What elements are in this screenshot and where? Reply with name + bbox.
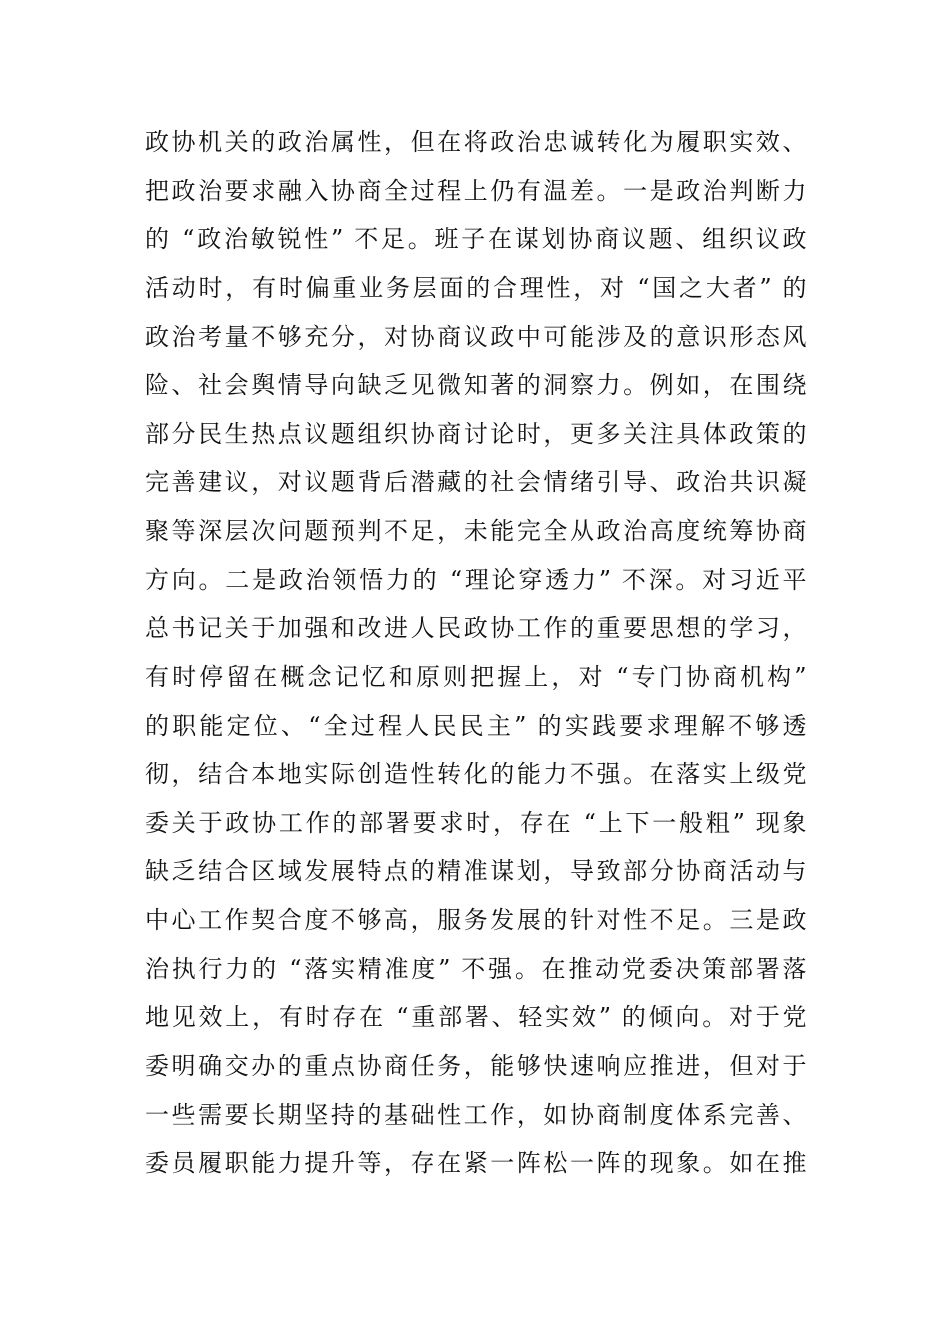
text-line: 的职能定位、“全过程人民民主” 的实践要求理解不够透 xyxy=(145,711,807,740)
text-line: 聚等深层次问题预判不足，未能完全从政治高度统筹协商 xyxy=(145,517,807,545)
text-line: 委关于政协工作的部署要求时，存在 “上下一般粗” 现象 xyxy=(145,808,807,837)
text-line: 缺乏结合区域发展特点的精准谋划，导致部分协商活动与 xyxy=(145,857,807,886)
text-line: 有时停留在概念记忆和原则把握上，对 “专门协商机构” xyxy=(145,662,807,691)
text-line: 彻，结合本地实际创造性转化的能力不强。在落实上级党 xyxy=(145,760,807,789)
text-line: 地见效上，有时存在 “重部署、轻实效” 的倾向。对于党 xyxy=(145,1003,807,1032)
text-line: 总书记关于加强和改进人民政协工作的重要思想的学习， xyxy=(145,614,807,643)
text-line: 活动时，有时偏重业务层面的合理性，对 “国之大者” 的 xyxy=(145,273,807,302)
text-line: 委员履职能力提升等，存在紧一阵松一阵的现象。如在推 xyxy=(145,1149,807,1178)
text-line: 完善建议，对议题背后潜藏的社会情绪引导、政治共识凝 xyxy=(145,468,807,497)
text-line: 一些需要长期坚持的基础性工作，如协商制度体系完善、 xyxy=(145,1100,807,1129)
text-line: 政协机关的政治属性，但在将政治忠诚转化为履职实效、 xyxy=(145,128,807,156)
text-line: 把政治要求融入协商全过程上仍有温差。一是政治判断力 xyxy=(145,176,807,205)
text-line: 委明确交办的重点协商任务，能够快速响应推进，但对于 xyxy=(145,1051,807,1080)
text-line: 的 “政治敏锐性” 不足。班子在谋划协商议题、组织议政 xyxy=(145,225,807,254)
text-line: 险、社会舆情导向缺乏见微知著的洞察力。例如，在围绕 xyxy=(145,371,807,400)
text-line: 方向。二是政治领悟力的 “理论穿透力” 不深。对习近平 xyxy=(145,565,807,594)
text-line: 部分民生热点议题组织协商讨论时，更多关注具体政策的 xyxy=(145,419,807,448)
text-line: 政治考量不够充分，对协商议政中可能涉及的意识形态风 xyxy=(145,322,807,351)
text-line: 中心工作契合度不够高，服务发展的针对性不足。三是政 xyxy=(145,906,807,934)
document-body xyxy=(145,118,807,1188)
text-line: 治执行力的 “落实精准度” 不强。在推动党委决策部署落 xyxy=(145,954,807,983)
